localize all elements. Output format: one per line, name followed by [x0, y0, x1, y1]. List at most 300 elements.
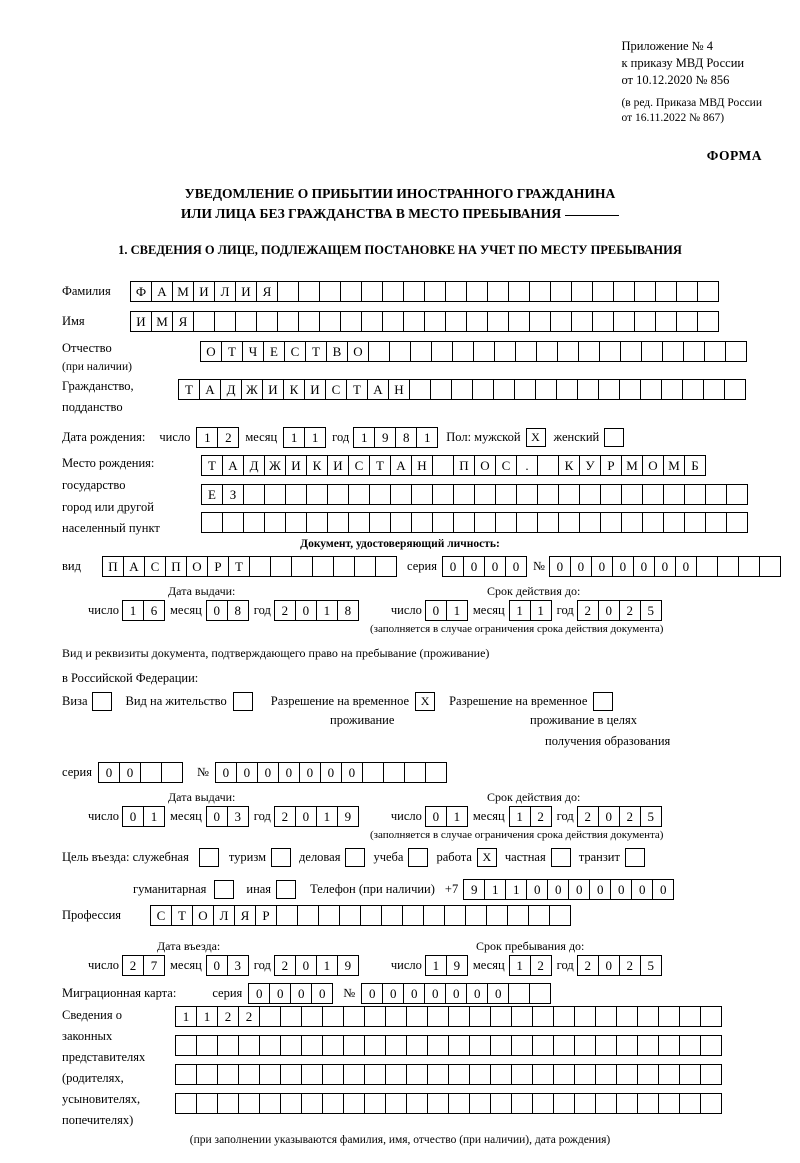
char-cell[interactable]: [613, 281, 635, 302]
char-cell[interactable]: [280, 1064, 302, 1085]
char-cell[interactable]: [679, 1006, 701, 1027]
char-cell[interactable]: 9: [463, 879, 485, 900]
char-cell[interactable]: О: [200, 341, 222, 362]
char-cell[interactable]: 0: [295, 600, 317, 621]
char-cell[interactable]: Т: [369, 455, 391, 476]
char-cell[interactable]: Л: [214, 281, 236, 302]
char-cell[interactable]: П: [165, 556, 187, 577]
char-cell[interactable]: [511, 1064, 533, 1085]
char-cell[interactable]: [385, 1035, 407, 1056]
char-cell[interactable]: С: [150, 905, 172, 926]
char-cell[interactable]: [298, 281, 320, 302]
char-cell[interactable]: 0: [236, 762, 258, 783]
char-cell[interactable]: [661, 379, 683, 400]
permit-valid-day-input[interactable]: [425, 806, 468, 827]
char-cell[interactable]: [381, 905, 403, 926]
char-cell[interactable]: [312, 556, 334, 577]
char-cell[interactable]: 0: [568, 879, 590, 900]
char-cell[interactable]: [550, 311, 572, 332]
char-cell[interactable]: [641, 341, 663, 362]
char-cell[interactable]: [270, 556, 292, 577]
char-cell[interactable]: С: [348, 455, 370, 476]
char-cell[interactable]: 2: [619, 806, 641, 827]
char-cell[interactable]: [684, 484, 706, 505]
birth-place-input-3[interactable]: [201, 512, 748, 533]
char-cell[interactable]: [280, 1006, 302, 1027]
char-cell[interactable]: И: [304, 379, 326, 400]
char-cell[interactable]: [724, 379, 746, 400]
char-cell[interactable]: Р: [600, 455, 622, 476]
char-cell[interactable]: [306, 484, 328, 505]
char-cell[interactable]: Я: [172, 311, 194, 332]
char-cell[interactable]: [511, 1006, 533, 1027]
char-cell[interactable]: 0: [206, 600, 228, 621]
char-cell[interactable]: [452, 341, 474, 362]
char-cell[interactable]: [448, 1006, 470, 1027]
purpose-private-checkbox[interactable]: [551, 848, 571, 867]
char-cell[interactable]: [658, 1093, 680, 1114]
char-cell[interactable]: [553, 1064, 575, 1085]
char-cell[interactable]: [535, 379, 557, 400]
char-cell[interactable]: [495, 484, 517, 505]
legal-rep-input-1[interactable]: [175, 1006, 722, 1027]
char-cell[interactable]: Т: [228, 556, 250, 577]
char-cell[interactable]: [427, 1035, 449, 1056]
char-cell[interactable]: [705, 484, 727, 505]
char-cell[interactable]: [642, 484, 664, 505]
char-cell[interactable]: [364, 1064, 386, 1085]
char-cell[interactable]: [528, 905, 550, 926]
char-cell[interactable]: [637, 1064, 659, 1085]
legal-rep-input-3[interactable]: [175, 1064, 722, 1085]
char-cell[interactable]: [704, 341, 726, 362]
char-cell[interactable]: 2: [577, 955, 599, 976]
char-cell[interactable]: 0: [591, 556, 613, 577]
char-cell[interactable]: 8: [227, 600, 249, 621]
char-cell[interactable]: Т: [171, 905, 193, 926]
char-cell[interactable]: 2: [577, 600, 599, 621]
char-cell[interactable]: [322, 1064, 344, 1085]
char-cell[interactable]: 0: [484, 556, 506, 577]
char-cell[interactable]: [557, 341, 579, 362]
char-cell[interactable]: [161, 762, 183, 783]
char-cell[interactable]: [431, 341, 453, 362]
char-cell[interactable]: [196, 1093, 218, 1114]
char-cell[interactable]: [490, 1093, 512, 1114]
temp-residence-checkbox[interactable]: X: [415, 692, 435, 711]
char-cell[interactable]: [700, 1006, 722, 1027]
char-cell[interactable]: [285, 484, 307, 505]
char-cell[interactable]: И: [262, 379, 284, 400]
char-cell[interactable]: [322, 1093, 344, 1114]
char-cell[interactable]: 0: [598, 806, 620, 827]
char-cell[interactable]: [297, 905, 319, 926]
char-cell[interactable]: С: [495, 455, 517, 476]
char-cell[interactable]: [406, 1035, 428, 1056]
char-cell[interactable]: Т: [346, 379, 368, 400]
char-cell[interactable]: 0: [631, 879, 653, 900]
purpose-service-checkbox[interactable]: [199, 848, 219, 867]
char-cell[interactable]: [448, 1035, 470, 1056]
char-cell[interactable]: Б: [684, 455, 706, 476]
char-cell[interactable]: [684, 512, 706, 533]
char-cell[interactable]: [383, 762, 405, 783]
char-cell[interactable]: 1: [530, 600, 552, 621]
char-cell[interactable]: 0: [299, 762, 321, 783]
char-cell[interactable]: [406, 1093, 428, 1114]
char-cell[interactable]: [676, 281, 698, 302]
char-cell[interactable]: П: [453, 455, 475, 476]
char-cell[interactable]: [291, 556, 313, 577]
char-cell[interactable]: 0: [549, 556, 571, 577]
purpose-business-checkbox[interactable]: [345, 848, 365, 867]
char-cell[interactable]: [726, 512, 748, 533]
char-cell[interactable]: З: [222, 484, 244, 505]
char-cell[interactable]: [700, 1064, 722, 1085]
char-cell[interactable]: [726, 484, 748, 505]
char-cell[interactable]: 5: [640, 806, 662, 827]
char-cell[interactable]: 0: [382, 983, 404, 1004]
char-cell[interactable]: [238, 1035, 260, 1056]
char-cell[interactable]: 7: [143, 955, 165, 976]
char-cell[interactable]: 1: [175, 1006, 197, 1027]
char-cell[interactable]: [634, 311, 656, 332]
char-cell[interactable]: [276, 905, 298, 926]
legal-rep-input-4[interactable]: [175, 1093, 722, 1114]
char-cell[interactable]: [658, 1064, 680, 1085]
char-cell[interactable]: 8: [337, 600, 359, 621]
char-cell[interactable]: О: [192, 905, 214, 926]
char-cell[interactable]: 0: [598, 955, 620, 976]
char-cell[interactable]: 0: [122, 806, 144, 827]
char-cell[interactable]: [214, 311, 236, 332]
char-cell[interactable]: [466, 281, 488, 302]
char-cell[interactable]: 2: [274, 955, 296, 976]
char-cell[interactable]: 8: [395, 427, 417, 448]
entry-year-input[interactable]: [274, 955, 359, 976]
char-cell[interactable]: [676, 311, 698, 332]
id-issue-day-input[interactable]: [122, 600, 165, 621]
char-cell[interactable]: [679, 1035, 701, 1056]
char-cell[interactable]: [343, 1035, 365, 1056]
char-cell[interactable]: [682, 379, 704, 400]
char-cell[interactable]: [301, 1035, 323, 1056]
char-cell[interactable]: Ж: [241, 379, 263, 400]
char-cell[interactable]: И: [285, 455, 307, 476]
char-cell[interactable]: [532, 1035, 554, 1056]
purpose-tourism-checkbox[interactable]: [271, 848, 291, 867]
char-cell[interactable]: [592, 311, 614, 332]
char-cell[interactable]: [532, 1093, 554, 1114]
char-cell[interactable]: Т: [178, 379, 200, 400]
char-cell[interactable]: [427, 1064, 449, 1085]
char-cell[interactable]: Я: [234, 905, 256, 926]
char-cell[interactable]: [553, 1006, 575, 1027]
char-cell[interactable]: Д: [243, 455, 265, 476]
char-cell[interactable]: Л: [213, 905, 235, 926]
char-cell[interactable]: [389, 341, 411, 362]
char-cell[interactable]: 2: [274, 600, 296, 621]
char-cell[interactable]: [238, 1093, 260, 1114]
char-cell[interactable]: [259, 1035, 281, 1056]
char-cell[interactable]: [679, 1093, 701, 1114]
char-cell[interactable]: [658, 1006, 680, 1027]
char-cell[interactable]: 1: [353, 427, 375, 448]
char-cell[interactable]: 1: [316, 806, 338, 827]
char-cell[interactable]: [595, 1035, 617, 1056]
char-cell[interactable]: [600, 484, 622, 505]
char-cell[interactable]: [343, 1093, 365, 1114]
char-cell[interactable]: [259, 1064, 281, 1085]
char-cell[interactable]: М: [151, 311, 173, 332]
char-cell[interactable]: [430, 379, 452, 400]
char-cell[interactable]: 0: [361, 983, 383, 1004]
char-cell[interactable]: [423, 905, 445, 926]
char-cell[interactable]: [700, 1035, 722, 1056]
char-cell[interactable]: [532, 1006, 554, 1027]
char-cell[interactable]: [368, 341, 390, 362]
char-cell[interactable]: [553, 1093, 575, 1114]
char-cell[interactable]: [508, 983, 530, 1004]
char-cell[interactable]: 0: [278, 762, 300, 783]
char-cell[interactable]: [537, 484, 559, 505]
edu-residence-checkbox[interactable]: [593, 692, 613, 711]
char-cell[interactable]: [537, 512, 559, 533]
char-cell[interactable]: [574, 1093, 596, 1114]
char-cell[interactable]: С: [144, 556, 166, 577]
char-cell[interactable]: 0: [425, 600, 447, 621]
entry-day-input[interactable]: [122, 955, 165, 976]
char-cell[interactable]: 0: [98, 762, 120, 783]
char-cell[interactable]: [556, 379, 578, 400]
char-cell[interactable]: [574, 1006, 596, 1027]
char-cell[interactable]: 2: [619, 600, 641, 621]
stay-day-input[interactable]: [425, 955, 468, 976]
char-cell[interactable]: [343, 1006, 365, 1027]
char-cell[interactable]: 3: [227, 955, 249, 976]
char-cell[interactable]: [343, 1064, 365, 1085]
char-cell[interactable]: [259, 1093, 281, 1114]
char-cell[interactable]: 9: [337, 806, 359, 827]
char-cell[interactable]: 0: [119, 762, 141, 783]
char-cell[interactable]: [473, 341, 495, 362]
purpose-transit-checkbox[interactable]: [625, 848, 645, 867]
char-cell[interactable]: [444, 905, 466, 926]
migration-number-input[interactable]: [361, 983, 551, 1004]
char-cell[interactable]: [514, 379, 536, 400]
char-cell[interactable]: [403, 311, 425, 332]
char-cell[interactable]: А: [367, 379, 389, 400]
char-cell[interactable]: [508, 311, 530, 332]
char-cell[interactable]: [599, 341, 621, 362]
entry-month-input[interactable]: [206, 955, 249, 976]
char-cell[interactable]: [175, 1064, 197, 1085]
char-cell[interactable]: [385, 1064, 407, 1085]
permit-series-input[interactable]: [98, 762, 183, 783]
char-cell[interactable]: [432, 455, 454, 476]
char-cell[interactable]: [490, 1035, 512, 1056]
char-cell[interactable]: [469, 1006, 491, 1027]
char-cell[interactable]: [333, 556, 355, 577]
char-cell[interactable]: [264, 484, 286, 505]
char-cell[interactable]: [621, 512, 643, 533]
char-cell[interactable]: [318, 905, 340, 926]
id-valid-year-input[interactable]: [577, 600, 662, 621]
char-cell[interactable]: Т: [201, 455, 223, 476]
char-cell[interactable]: [662, 341, 684, 362]
char-cell[interactable]: 1: [509, 806, 531, 827]
char-cell[interactable]: [432, 484, 454, 505]
char-cell[interactable]: 0: [257, 762, 279, 783]
char-cell[interactable]: [529, 281, 551, 302]
char-cell[interactable]: 9: [374, 427, 396, 448]
purpose-work-checkbox[interactable]: X: [477, 848, 497, 867]
char-cell[interactable]: [696, 556, 718, 577]
char-cell[interactable]: Р: [207, 556, 229, 577]
char-cell[interactable]: 0: [547, 879, 569, 900]
char-cell[interactable]: [175, 1035, 197, 1056]
char-cell[interactable]: [348, 484, 370, 505]
char-cell[interactable]: [637, 1035, 659, 1056]
char-cell[interactable]: 1: [505, 879, 527, 900]
char-cell[interactable]: [327, 484, 349, 505]
char-cell[interactable]: 1: [509, 955, 531, 976]
char-cell[interactable]: [406, 1064, 428, 1085]
surname-input[interactable]: [130, 281, 719, 302]
char-cell[interactable]: А: [390, 455, 412, 476]
char-cell[interactable]: Ж: [264, 455, 286, 476]
stay-year-input[interactable]: [577, 955, 662, 976]
id-valid-day-input[interactable]: [425, 600, 468, 621]
char-cell[interactable]: 3: [227, 806, 249, 827]
char-cell[interactable]: [432, 512, 454, 533]
char-cell[interactable]: [364, 1093, 386, 1114]
char-cell[interactable]: Ч: [242, 341, 264, 362]
char-cell[interactable]: 0: [570, 556, 592, 577]
char-cell[interactable]: [466, 311, 488, 332]
char-cell[interactable]: [451, 379, 473, 400]
char-cell[interactable]: [301, 1006, 323, 1027]
char-cell[interactable]: [616, 1035, 638, 1056]
char-cell[interactable]: [360, 905, 382, 926]
birth-place-input-1[interactable]: [201, 455, 706, 476]
char-cell[interactable]: [494, 341, 516, 362]
char-cell[interactable]: 1: [143, 806, 165, 827]
char-cell[interactable]: 0: [610, 879, 632, 900]
char-cell[interactable]: М: [621, 455, 643, 476]
char-cell[interactable]: М: [663, 455, 685, 476]
char-cell[interactable]: [490, 1064, 512, 1085]
char-cell[interactable]: [578, 341, 600, 362]
char-cell[interactable]: 9: [446, 955, 468, 976]
char-cell[interactable]: [424, 281, 446, 302]
char-cell[interactable]: [529, 983, 551, 1004]
char-cell[interactable]: 0: [598, 600, 620, 621]
char-cell[interactable]: [600, 512, 622, 533]
char-cell[interactable]: [619, 379, 641, 400]
char-cell[interactable]: [511, 1035, 533, 1056]
char-cell[interactable]: [196, 1035, 218, 1056]
phone-input[interactable]: [463, 879, 674, 900]
citizenship-input[interactable]: [178, 379, 746, 400]
char-cell[interactable]: [595, 1064, 617, 1085]
char-cell[interactable]: Р: [255, 905, 277, 926]
char-cell[interactable]: [411, 484, 433, 505]
char-cell[interactable]: 0: [311, 983, 333, 1004]
char-cell[interactable]: [655, 281, 677, 302]
char-cell[interactable]: [616, 1064, 638, 1085]
char-cell[interactable]: 5: [640, 955, 662, 976]
char-cell[interactable]: 1: [304, 427, 326, 448]
sex-male-checkbox[interactable]: X: [526, 428, 546, 447]
char-cell[interactable]: 2: [274, 806, 296, 827]
char-cell[interactable]: 1: [446, 600, 468, 621]
char-cell[interactable]: [285, 512, 307, 533]
char-cell[interactable]: .: [516, 455, 538, 476]
char-cell[interactable]: [403, 281, 425, 302]
char-cell[interactable]: [595, 1093, 617, 1114]
char-cell[interactable]: [427, 1006, 449, 1027]
char-cell[interactable]: [683, 341, 705, 362]
char-cell[interactable]: [507, 905, 529, 926]
char-cell[interactable]: [319, 311, 341, 332]
char-cell[interactable]: [558, 512, 580, 533]
purpose-study-checkbox[interactable]: [408, 848, 428, 867]
id-issue-month-input[interactable]: [206, 600, 249, 621]
char-cell[interactable]: [595, 1006, 617, 1027]
char-cell[interactable]: [340, 311, 362, 332]
char-cell[interactable]: 0: [487, 983, 509, 1004]
char-cell[interactable]: [637, 1006, 659, 1027]
char-cell[interactable]: [364, 1006, 386, 1027]
char-cell[interactable]: О: [642, 455, 664, 476]
char-cell[interactable]: [280, 1035, 302, 1056]
char-cell[interactable]: [493, 379, 515, 400]
char-cell[interactable]: [598, 379, 620, 400]
char-cell[interactable]: [217, 1064, 239, 1085]
char-cell[interactable]: [243, 512, 265, 533]
permit-number-input[interactable]: [215, 762, 447, 783]
char-cell[interactable]: [406, 1006, 428, 1027]
char-cell[interactable]: 0: [675, 556, 697, 577]
char-cell[interactable]: [697, 311, 719, 332]
char-cell[interactable]: Е: [263, 341, 285, 362]
char-cell[interactable]: [550, 281, 572, 302]
char-cell[interactable]: [256, 311, 278, 332]
char-cell[interactable]: 0: [612, 556, 634, 577]
char-cell[interactable]: И: [235, 281, 257, 302]
char-cell[interactable]: [410, 341, 432, 362]
char-cell[interactable]: [453, 484, 475, 505]
char-cell[interactable]: [658, 1035, 680, 1056]
char-cell[interactable]: С: [284, 341, 306, 362]
char-cell[interactable]: [327, 512, 349, 533]
char-cell[interactable]: 2: [122, 955, 144, 976]
char-cell[interactable]: 0: [589, 879, 611, 900]
char-cell[interactable]: [717, 556, 739, 577]
char-cell[interactable]: 1: [122, 600, 144, 621]
char-cell[interactable]: [382, 311, 404, 332]
char-cell[interactable]: [663, 484, 685, 505]
permit-valid-month-input[interactable]: [509, 806, 552, 827]
birth-place-input-2[interactable]: [201, 484, 748, 505]
birth-day-input[interactable]: [196, 427, 239, 448]
char-cell[interactable]: [382, 281, 404, 302]
char-cell[interactable]: [425, 762, 447, 783]
char-cell[interactable]: 0: [442, 556, 464, 577]
char-cell[interactable]: 0: [633, 556, 655, 577]
char-cell[interactable]: [487, 311, 509, 332]
